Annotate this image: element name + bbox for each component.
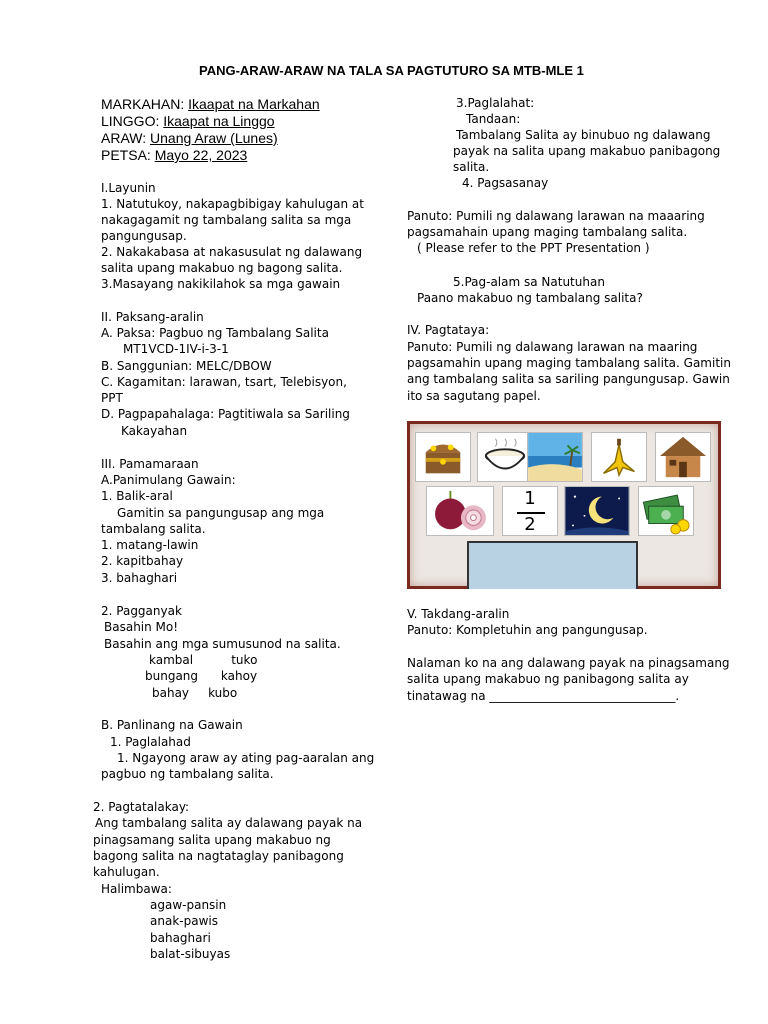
example-word: bahaghari [150,931,211,945]
takdang-panuto: Panuto: Kompletuhin ang pangungusap. [407,623,648,637]
panlinang-heading: B. Panlinang na Gawain [101,718,243,732]
paksang-heading: II. Paksang-aralin [101,310,204,324]
paksa-line: Kakayahan [121,424,188,438]
paglalahat-heading: 3.Paglalahat: [456,96,535,110]
paksa-line: B. Sanggunian: MELC/DBOW [101,359,272,373]
tandaan-line: payak na salita upang makabuo panibagong [453,144,721,158]
pagtataya-line: ito sa sagutang papel. [407,389,541,403]
paksa-line: PPT [101,391,123,405]
word-row: kambal tuko [149,653,258,667]
pagganyak-heading: 2. Pagganyak [101,604,182,618]
panuto-line: pagsamahain upang maging tambalang salita. [407,225,688,239]
word-row: bungang kahoy [145,669,258,683]
araw-row [101,130,278,147]
hut-icon [655,432,711,482]
pagtataya-heading: IV. Pagtataya: [407,323,490,337]
beach-icon [527,432,583,482]
markahan-value: Ikaapat na Markahan [188,96,320,112]
example-word: balat-sibuyas [150,947,231,961]
paksa-line: C. Kagamitan: larawan, tsart, Telebisyon, [101,375,347,389]
layunin-line: pangungusap. [101,229,187,243]
example-word: anak-pawis [150,914,218,928]
page-title: PANG-ARAW-ARAW NA TALA SA PAGTUTURO SA MTB-MLE 1 [199,63,584,78]
halimbawa-label: Halimbawa: [101,882,172,896]
banana-peel-icon [591,432,647,482]
onion-icon [426,486,494,536]
pagtatalakay-line: Ang tambalang salita ay dalawang payak na [95,816,363,830]
balik-item: 3. bahaghari [101,571,178,585]
tandaan-line: salita. [453,160,490,174]
linggo-label: LINGGO: [101,113,160,129]
answer-box[interactable] [467,541,638,589]
money-icon [638,486,694,536]
araw-value: Unang Araw (Lunes) [150,130,278,146]
fraction-numerator: 1 [524,488,536,509]
linggo-row [101,113,275,130]
petsa-row [101,147,247,164]
balik-item: 2. kapitbahay [101,554,184,568]
pag-alam-question: Paano makabuo ng tambalang salita? [417,291,643,305]
layunin-line: nakagagamit ng tambalang salita sa mga [101,213,352,227]
markahan-row [101,96,320,113]
tandaan-line: Tambalang Salita ay binubuo ng dalawang [456,128,711,142]
pagtatalakay-heading: 2. Pagtatalakay: [93,800,190,814]
araw-label: ARAW: [101,130,147,146]
paksa-line: MT1VCD-1IV-i-3-1 [123,342,229,356]
paglalahad-heading: 1. Paglalahad [110,735,191,749]
basahin-instruction: Basahin ang mga sumusunod na salita. [104,637,341,651]
paglalahad-line: pagbuo ng tambalang salita. [101,767,274,781]
layunin-line: 3.Masayang nakikilahok sa mga gawain [101,277,341,291]
paksa-line: A. Paksa: Pagbuo ng Tambalang Salita [101,326,329,340]
takdang-heading: V. Takdang-aralin [407,607,510,621]
pagsasanay-heading: 4. Pagsasanay [462,176,549,190]
layunin-line: salita upang makabuo ng bagong salita. [101,261,343,275]
panuto-line: Panuto: Pumili ng dalawang larawan na maaaring [407,209,705,223]
petsa-value: Mayo 22, 2023 [154,147,248,163]
night-moon-icon [564,486,630,536]
paglalahad-line: 1. Ngayong araw ay ating pag-aaralan ang [117,751,375,765]
balik-line: tambalang salita. [101,522,206,536]
treasure-chest-icon [415,432,471,482]
pagtataya-line: pagsamahin upang maging tambalang salita. Gamitin [407,356,731,370]
pagtataya-line: Panuto: Pumili ng dalawang larawan na maaring [407,340,698,354]
takdang-line: Nalaman ko na ang dalawang payak na pinagsamang [407,656,730,670]
balik-item: 1. matang-lawin [101,538,199,552]
takdang-line: salita upang makabuo ng panibagong salita ay [407,672,689,686]
panimulang-heading: A.Panimulang Gawain: [101,473,236,487]
tandaan-label: Tandaan: [466,112,521,126]
takdang-line: tinatawag na _______________________________. [407,689,680,703]
pagtatalakay-line: bagong salita na nagtataglay panibagong [93,849,344,863]
petsa-label: PETSA: [101,147,151,163]
fraction-denominator: 2 [524,514,536,535]
basahin-mo: Basahin Mo! [104,620,179,634]
panuto-line: ( Please refer to the PPT Presentation ) [417,241,650,255]
pagtataya-line: ang tambalang salita sa sariling pangungusap. Gawin [407,372,730,386]
pagtatalakay-line: kahulugan. [93,865,160,879]
paksa-line: D. Pagpapahalaga: Pagtitiwala sa Sariling [101,407,350,421]
layunin-line: 2. Nakakabasa at nakasusulat ng dalawang [101,245,363,259]
balik-line: Gamitin sa pangungusap ang mga [117,506,325,520]
layunin-heading: I.Layunin [101,181,156,195]
half-fraction-icon [502,486,558,536]
layunin-line: 1. Natutukoy, nakapagbibigay kahulugan at [101,197,364,211]
pamamaraan-heading: III. Pamamaraan [101,457,199,471]
example-word: agaw-pansin [150,898,227,912]
linggo-value: Ikaapat na Linggo [163,113,275,129]
pag-alam-heading: 5.Pag-alam sa Natutuhan [453,275,605,289]
pagtatalakay-line: pinagsamang salita upang makabuo ng [93,833,331,847]
markahan-label: MARKAHAN: [101,96,185,112]
soup-bowl-icon [477,432,533,482]
word-row: bahay kubo [152,686,238,700]
balik-aral-heading: 1. Balik-aral [101,489,173,503]
